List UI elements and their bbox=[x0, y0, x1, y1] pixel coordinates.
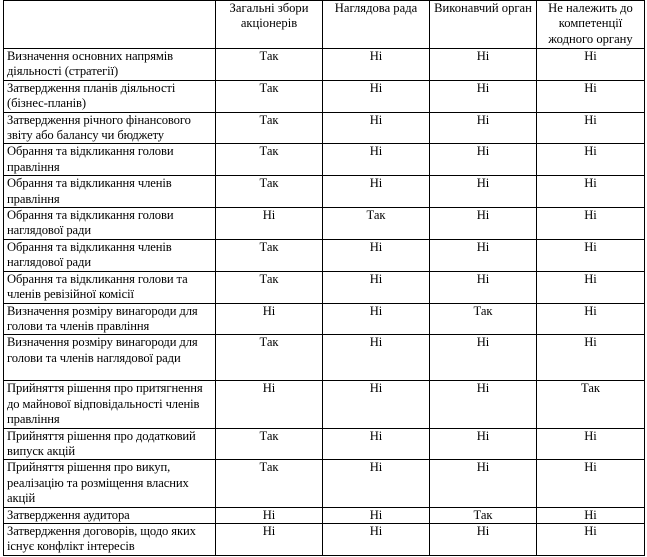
cell-no-body: Ні bbox=[537, 144, 645, 176]
row-label: Обрання та відкликання членів наглядової ради bbox=[4, 239, 216, 271]
table-row bbox=[4, 49, 645, 81]
header-executive-body: Виконавчий орган bbox=[430, 1, 537, 49]
cell-no-body: Ні bbox=[537, 80, 645, 112]
cell-executive-body: Ні bbox=[430, 271, 537, 303]
competence-table bbox=[3, 0, 645, 556]
cell-no-body: Ні bbox=[537, 239, 645, 271]
row-label: Обрання та відкликання голови та членів ревізійної комісії bbox=[4, 271, 216, 303]
cell-general-meeting: Так bbox=[216, 271, 323, 303]
table-row bbox=[4, 176, 645, 208]
cell-executive-body: Ні bbox=[430, 239, 537, 271]
row-label: Визначення основних напрямів діяльності (стратегії) bbox=[4, 49, 216, 81]
cell-supervisory-board: Ні bbox=[323, 49, 430, 81]
cell-no-body: Ні bbox=[537, 271, 645, 303]
row-label: Затвердження річного фінансового звіту або балансу чи бюджету bbox=[4, 112, 216, 144]
table-row bbox=[4, 523, 645, 555]
cell-general-meeting: Так bbox=[216, 428, 323, 460]
row-label: Прийняття рішення про притягнення до майнової відповідальності членів правління bbox=[4, 381, 216, 428]
row-label: Затвердження планів діяльності (бізнес-планів) bbox=[4, 80, 216, 112]
cell-general-meeting: Ні bbox=[216, 208, 323, 240]
table-row bbox=[4, 112, 645, 144]
cell-general-meeting: Так bbox=[216, 49, 323, 81]
cell-supervisory-board: Ні bbox=[323, 460, 430, 507]
cell-executive-body: Ні bbox=[430, 335, 537, 381]
cell-no-body: Ні bbox=[537, 49, 645, 81]
cell-no-body: Ні bbox=[537, 507, 645, 523]
cell-supervisory-board: Ні bbox=[323, 523, 430, 555]
cell-general-meeting: Ні bbox=[216, 381, 323, 428]
cell-executive-body: Так bbox=[430, 303, 537, 335]
cell-supervisory-board: Ні bbox=[323, 507, 430, 523]
row-label: Обрання та відкликання голови наглядової ради bbox=[4, 208, 216, 240]
cell-executive-body: Ні bbox=[430, 176, 537, 208]
cell-supervisory-board: Ні bbox=[323, 271, 430, 303]
table-row bbox=[4, 335, 645, 381]
cell-no-body: Ні bbox=[537, 335, 645, 381]
row-label: Затвердження договорів, щодо яких існує конфлікт інтересів bbox=[4, 523, 216, 555]
cell-general-meeting: Так bbox=[216, 335, 323, 381]
cell-supervisory-board: Ні bbox=[323, 144, 430, 176]
row-label: Визначення розміру винагороди для голови та членів правління bbox=[4, 303, 216, 335]
table-row bbox=[4, 428, 645, 460]
cell-general-meeting: Так bbox=[216, 239, 323, 271]
cell-general-meeting: Так bbox=[216, 460, 323, 507]
row-label: Прийняття рішення про викуп, реалізацію та розміщення власних акцій bbox=[4, 460, 216, 507]
cell-supervisory-board: Ні bbox=[323, 428, 430, 460]
cell-executive-body: Ні bbox=[430, 523, 537, 555]
header-no-body-competence: Не належить до компетенції жодного органу bbox=[537, 1, 645, 49]
header-supervisory-board: Наглядова рада bbox=[323, 1, 430, 49]
cell-general-meeting: Так bbox=[216, 80, 323, 112]
cell-no-body: Ні bbox=[537, 112, 645, 144]
row-label: Обрання та відкликання голови правління bbox=[4, 144, 216, 176]
cell-general-meeting: Так bbox=[216, 112, 323, 144]
row-label: Обрання та відкликання членів правління bbox=[4, 176, 216, 208]
row-label: Затвердження аудитора bbox=[4, 507, 216, 523]
cell-no-body: Ні bbox=[537, 428, 645, 460]
cell-supervisory-board: Ні bbox=[323, 303, 430, 335]
table-header-row bbox=[4, 1, 645, 49]
cell-no-body: Так bbox=[537, 381, 645, 428]
cell-executive-body: Так bbox=[430, 507, 537, 523]
cell-executive-body: Ні bbox=[430, 460, 537, 507]
cell-general-meeting: Ні bbox=[216, 507, 323, 523]
table-row bbox=[4, 507, 645, 523]
cell-supervisory-board: Ні bbox=[323, 80, 430, 112]
cell-no-body: Ні bbox=[537, 303, 645, 335]
cell-supervisory-board: Так bbox=[323, 208, 430, 240]
cell-supervisory-board: Ні bbox=[323, 239, 430, 271]
cell-general-meeting: Так bbox=[216, 144, 323, 176]
table-row bbox=[4, 208, 645, 240]
cell-executive-body: Ні bbox=[430, 112, 537, 144]
cell-no-body: Ні bbox=[537, 460, 645, 507]
cell-no-body: Ні bbox=[537, 208, 645, 240]
cell-supervisory-board: Ні bbox=[323, 335, 430, 381]
row-label: Прийняття рішення про додатковий випуск акцій bbox=[4, 428, 216, 460]
cell-supervisory-board: Ні bbox=[323, 112, 430, 144]
header-cell-blank bbox=[4, 1, 216, 49]
cell-general-meeting: Ні bbox=[216, 523, 323, 555]
cell-executive-body: Ні bbox=[430, 428, 537, 460]
table-row bbox=[4, 460, 645, 507]
table-row bbox=[4, 271, 645, 303]
cell-general-meeting: Ні bbox=[216, 303, 323, 335]
cell-general-meeting: Так bbox=[216, 176, 323, 208]
cell-supervisory-board: Ні bbox=[323, 176, 430, 208]
cell-no-body: Ні bbox=[537, 523, 645, 555]
cell-executive-body: Ні bbox=[430, 381, 537, 428]
table-row bbox=[4, 80, 645, 112]
cell-executive-body: Ні bbox=[430, 49, 537, 81]
header-general-meeting: Загальні збори акціонерів bbox=[216, 1, 323, 49]
table-row bbox=[4, 303, 645, 335]
cell-supervisory-board: Ні bbox=[323, 381, 430, 428]
cell-executive-body: Ні bbox=[430, 208, 537, 240]
cell-executive-body: Ні bbox=[430, 80, 537, 112]
row-label: Визначення розміру винагороди для голови та членів наглядової ради bbox=[4, 335, 216, 381]
table-row bbox=[4, 381, 645, 428]
cell-no-body: Ні bbox=[537, 176, 645, 208]
cell-executive-body: Ні bbox=[430, 144, 537, 176]
table-row bbox=[4, 144, 645, 176]
table-row bbox=[4, 239, 645, 271]
